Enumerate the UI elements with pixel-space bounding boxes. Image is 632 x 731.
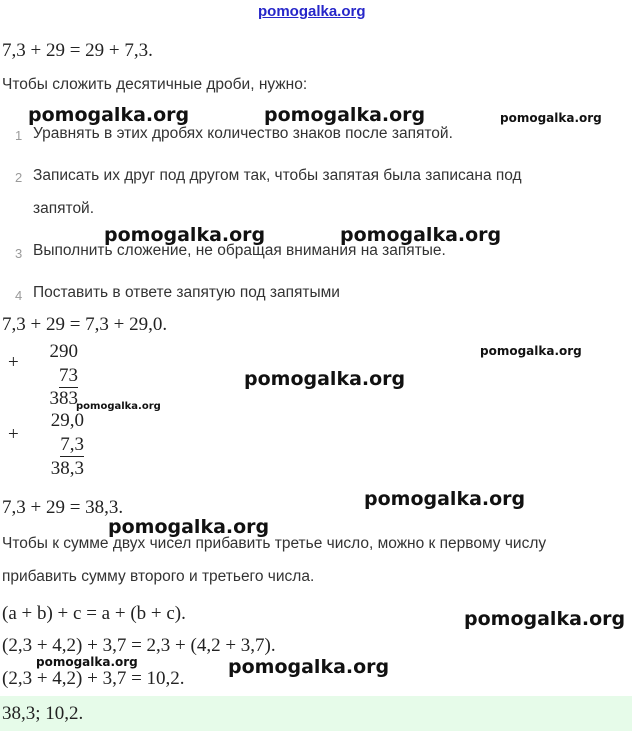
column-bottom: 7,3 [60, 434, 84, 455]
step-text: Поставить в ответе запятую под запятыми [33, 284, 340, 301]
column-top: 29,0 [50, 410, 84, 431]
step-text: Уравнять в этих дробях количество знаков после запятой. [33, 125, 453, 142]
watermark: pomogalka.org [464, 608, 626, 630]
plus-sign: + [8, 424, 19, 445]
step-number: 2 [15, 170, 23, 185]
column-bottom: 73 [59, 365, 78, 386]
equation-line-4: (2,3 + 4,2) + 3,7 = 2,3 + (4,2 + 3,7). [2, 635, 276, 656]
column-top: 290 [49, 341, 78, 362]
watermark: pomogalka.org [244, 368, 406, 390]
rule2-line-1: Чтобы к сумме двух чисел прибавить третье число, можно к первому числу [2, 535, 547, 552]
equation-line-1: 7,3 + 29 = 29 + 7,3. [2, 40, 153, 61]
plus-sign: + [8, 352, 19, 373]
column-result: 38,3 [50, 458, 84, 479]
rule2-line-2: прибавить сумму второго и третьего числа. [2, 568, 315, 585]
answer-bar [0, 696, 632, 731]
watermark: pomogalka.org [108, 516, 270, 538]
equation-line-3: 7,3 + 29 = 38,3. [2, 497, 124, 518]
watermark: pomogalka.org [104, 224, 266, 246]
watermark: pomogalka.org [480, 344, 582, 358]
watermark-top: pomogalka.org [258, 3, 366, 20]
watermark: pomogalka.org [264, 104, 426, 126]
watermark: pomogalka.org [36, 655, 138, 669]
step-text: Записать их друг под другом так, чтобы запятая была записана под [33, 167, 522, 184]
step-number: 4 [15, 288, 23, 303]
watermark: pomogalka.org [364, 488, 526, 510]
watermark: pomogalka.org [500, 111, 602, 125]
step-text-continuation: запятой. [33, 200, 95, 217]
step-number: 1 [15, 128, 23, 143]
rule-intro: Чтобы сложить десятичные дроби, нужно: [2, 76, 308, 93]
formula: (a + b) + c = a + (b + c). [2, 603, 186, 624]
watermark: pomogalka.org [340, 224, 502, 246]
watermark: pomogalka.org [28, 104, 190, 126]
equation-line-2: 7,3 + 29 = 7,3 + 29,0. [2, 314, 168, 335]
answer-text: 38,3; 10,2. [2, 703, 84, 724]
step-number: 3 [15, 246, 23, 261]
column-result: 383 [49, 388, 78, 409]
watermark: pomogalka.org [228, 656, 390, 678]
equation-line-5: (2,3 + 4,2) + 3,7 = 10,2. [2, 668, 185, 689]
step-text: Выполнить сложение, не обращая внимания на запятые. [33, 242, 446, 259]
watermark: pomogalka.org [76, 401, 161, 412]
